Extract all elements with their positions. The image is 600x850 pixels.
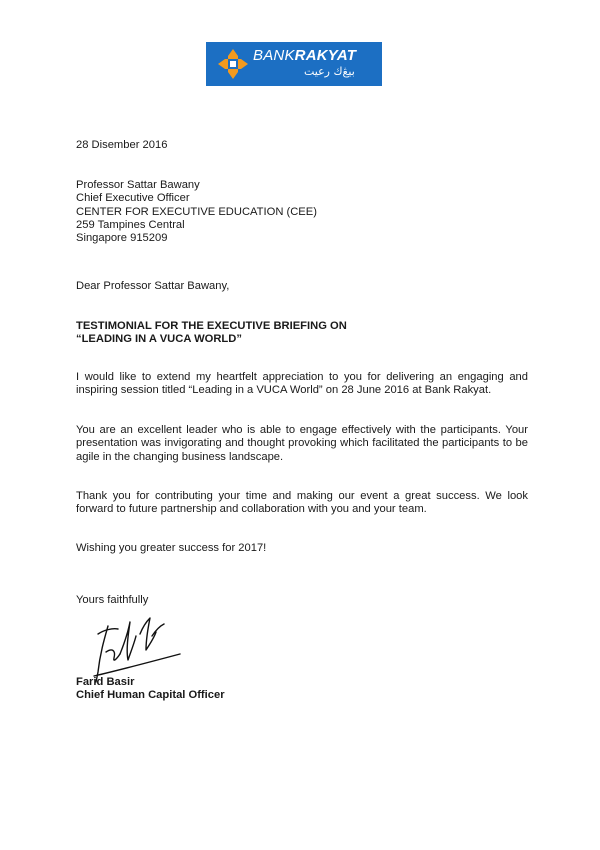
bank-name-suffix: RAKYAT (294, 47, 357, 64)
subject-line-2: “LEADING IN A VUCA WORLD” (76, 333, 242, 346)
body-paragraph-4: Wishing you greater success for 2017! (76, 542, 267, 554)
subject-line-1: TESTIMONIAL FOR THE EXECUTIVE BRIEFING ON (76, 320, 347, 332)
body-paragraph-1: I would like to extend my heartfelt appreciation to you for delivering an engaging and inspiring session titled “Leading in a VUCA World” on 28 June 2016 at Bank Rakyat. (76, 371, 528, 397)
bank-name-prefix: BANK (253, 47, 295, 64)
body-paragraph-3: Thank you for contributing your time and making our event a great success. We look forward to future partnership and collaboration with you and your team. (76, 490, 528, 516)
bank-rakyat-logo-icon (216, 47, 250, 81)
bank-logo (206, 42, 382, 86)
bank-name-jawi: بيڠ‌ك رعيت (304, 65, 355, 78)
closing: Yours faithfully (76, 594, 149, 606)
signer-name: Farid Basir (76, 676, 135, 688)
bank-name (253, 48, 356, 64)
letter-subject (76, 320, 347, 347)
recipient-position: Chief Executive Officer (76, 192, 190, 205)
recipient-address (76, 179, 317, 245)
handwritten-signature (80, 614, 190, 684)
salutation: Dear Professor Sattar Bawany, (76, 280, 230, 292)
recipient-organization: CENTER FOR EXECUTIVE EDUCATION (CEE) (76, 205, 317, 218)
body-paragraph-2: You are an excellent leader who is able to engage effectively with the participants. Your presentation was invigorating and thought provoking which facilitated the participants to be agile in the changing business landscape. (76, 424, 528, 463)
letter-date: 28 Disember 2016 (76, 139, 168, 151)
recipient-name: Professor Sattar Bawany (76, 179, 200, 191)
signer-title: Chief Human Capital Officer (76, 689, 225, 701)
recipient-city: Singapore 915209 (76, 232, 168, 245)
recipient-street: 259 Tampines Central (76, 218, 185, 231)
